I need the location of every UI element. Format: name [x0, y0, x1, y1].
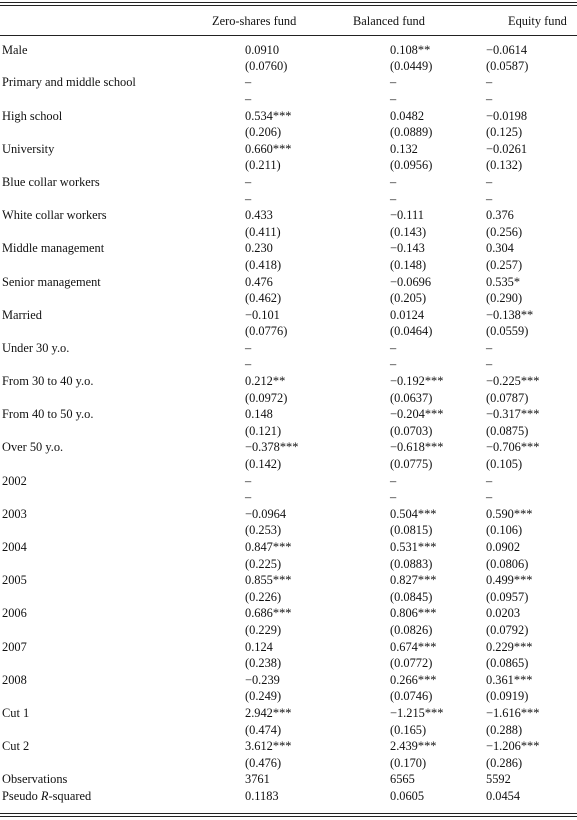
- table-row-se: [0, 290, 577, 307]
- table-row: [0, 539, 577, 556]
- coefficient-cell: −0.204***: [390, 407, 444, 422]
- std-error-cell: (0.0957): [486, 589, 529, 604]
- row-label-empty: [0, 423, 208, 440]
- std-error-cell: –: [245, 191, 252, 206]
- coefficient-cell: −0.0198: [486, 108, 528, 123]
- coefficient-cell: 0.433: [245, 208, 273, 223]
- table-row-se: [0, 58, 577, 75]
- row-label: Cut 1: [2, 705, 30, 720]
- std-error-cell: (0.206): [245, 125, 282, 140]
- coefficient-cell: 0.230: [245, 241, 273, 256]
- std-error-cell: (0.121): [245, 423, 282, 438]
- row-label: 2005: [2, 573, 27, 588]
- std-error-cell: –: [486, 490, 493, 505]
- std-error-cell: (0.226): [245, 589, 282, 604]
- row-label: Senior management: [2, 274, 101, 289]
- header-row: [0, 8, 577, 35]
- std-error-cell: (0.0865): [486, 656, 529, 671]
- row-label: Cut 2: [2, 739, 30, 754]
- row-label-empty: [0, 324, 208, 341]
- row-label: University: [2, 141, 55, 156]
- std-error-cell: (0.0776): [245, 324, 288, 339]
- std-error-cell: –: [245, 91, 252, 106]
- std-error-cell: –: [390, 490, 397, 505]
- coefficient-cell: –: [390, 473, 397, 488]
- coefficient-cell: −1.206***: [486, 739, 540, 754]
- std-error-cell: (0.418): [245, 257, 282, 272]
- table-row: [0, 572, 577, 589]
- std-error-cell: (0.132): [486, 158, 523, 173]
- row-label-empty: [0, 589, 208, 606]
- std-error-cell: (0.170): [390, 755, 427, 770]
- coefficient-cell: 0.590***: [486, 506, 533, 521]
- coefficient-cell: –: [245, 75, 252, 90]
- coefficient-cell: 2.942***: [245, 705, 292, 720]
- coefficient-cell: −0.378***: [245, 440, 299, 455]
- table-row-se: [0, 124, 577, 141]
- stats-value-cell: 0.1183: [245, 788, 279, 803]
- row-label-empty: [0, 556, 208, 573]
- stats-row: [0, 788, 577, 805]
- std-error-cell: (0.0875): [486, 423, 529, 438]
- coefficient-cell: 0.476: [245, 274, 273, 289]
- std-error-cell: (0.253): [245, 523, 282, 538]
- std-error-cell: (0.256): [486, 224, 523, 239]
- coefficient-cell: −0.618***: [390, 440, 444, 455]
- std-error-cell: (0.148): [390, 257, 427, 272]
- stats-label: Observations: [2, 772, 68, 787]
- row-label-empty: [0, 257, 208, 274]
- row-label: Blue collar workers: [2, 174, 100, 189]
- std-error-cell: –: [390, 357, 397, 372]
- row-label-empty: [0, 124, 208, 141]
- std-error-cell: –: [390, 191, 397, 206]
- std-error-cell: (0.0703): [390, 423, 433, 438]
- row-label-empty: [0, 191, 208, 208]
- std-error-cell: (0.474): [245, 722, 282, 737]
- table-row: [0, 606, 577, 623]
- table-row: [0, 373, 577, 390]
- std-error-cell: (0.0746): [390, 689, 433, 704]
- row-label: 2008: [2, 672, 27, 687]
- coefficient-cell: –: [245, 473, 252, 488]
- coefficient-cell: −0.138**: [486, 307, 534, 322]
- row-label: Primary and middle school: [2, 75, 136, 90]
- table-row: [0, 174, 577, 191]
- row-label-empty: [0, 456, 208, 473]
- table-row: [0, 705, 577, 722]
- row-label-empty: [0, 689, 208, 706]
- table-row: [0, 274, 577, 291]
- row-label: High school: [2, 108, 63, 123]
- coefficient-cell: 0.674***: [390, 639, 437, 654]
- row-label-empty: [0, 523, 208, 540]
- std-error-cell: –: [245, 357, 252, 372]
- coefficient-cell: −0.101: [245, 307, 280, 322]
- coefficient-cell: 0.806***: [390, 606, 437, 621]
- row-label: 2006: [2, 606, 27, 621]
- row-label: 2004: [2, 540, 27, 555]
- stats-label-italic: R: [40, 788, 49, 803]
- std-error-cell: (0.0806): [486, 556, 529, 571]
- std-error-cell: (0.411): [245, 224, 281, 239]
- row-label-empty: [0, 622, 208, 639]
- coefficient-cell: 0.504***: [390, 506, 437, 521]
- row-label: Over 50 y.o.: [2, 440, 64, 455]
- row-label: Married: [2, 307, 42, 322]
- coefficient-cell: 3.612***: [245, 739, 292, 754]
- coefficient-cell: 0.266***: [390, 672, 437, 687]
- std-error-cell: (0.229): [245, 622, 282, 637]
- table-row-se: [0, 91, 577, 108]
- std-error-cell: (0.106): [486, 523, 523, 538]
- coefficient-cell: −0.143: [390, 241, 425, 256]
- std-error-cell: (0.249): [245, 689, 282, 704]
- coefficient-cell: –: [390, 75, 397, 90]
- table-row: [0, 108, 577, 125]
- coefficient-cell: −0.225***: [486, 374, 540, 389]
- std-error-cell: (0.225): [245, 556, 282, 571]
- row-label-empty: [0, 755, 208, 772]
- coefficient-cell: −1.616***: [486, 705, 540, 720]
- bottom-rule: [0, 813, 577, 814]
- stats-value-cell: 6565: [390, 772, 415, 787]
- coefficient-cell: 0.847***: [245, 540, 292, 555]
- row-label-empty: [0, 290, 208, 307]
- table-row: [0, 307, 577, 324]
- std-error-cell: (0.105): [486, 457, 523, 472]
- stats-row: [0, 772, 577, 789]
- stats-label: [0, 788, 208, 805]
- regression-table: [0, 8, 577, 805]
- table-row: [0, 440, 577, 457]
- coefficient-cell: 0.212**: [245, 374, 286, 389]
- table-row: [0, 75, 577, 92]
- row-label-empty: [0, 655, 208, 672]
- row-label-empty: [0, 357, 208, 374]
- row-label: 2007: [2, 639, 27, 654]
- table-row: [0, 406, 577, 423]
- coefficient-cell: –: [390, 174, 397, 189]
- std-error-cell: –: [486, 357, 493, 372]
- coefficient-cell: −0.0696: [390, 274, 432, 289]
- coefficient-cell: –: [245, 174, 252, 189]
- coefficient-cell: 0.0482: [390, 108, 425, 123]
- std-error-cell: (0.257): [486, 257, 523, 272]
- coefficient-cell: 0.361***: [486, 672, 533, 687]
- table-row: [0, 207, 577, 224]
- coefficient-cell: −0.0614: [486, 43, 528, 57]
- table-body: [0, 35, 577, 805]
- table-row-se: [0, 523, 577, 540]
- stats-value-cell: 3761: [245, 772, 270, 787]
- row-label: From 40 to 50 y.o.: [2, 407, 94, 422]
- std-error-cell: (0.290): [486, 291, 523, 306]
- table-row: [0, 506, 577, 523]
- row-label: Under 30 y.o.: [2, 340, 70, 355]
- table-row-se: [0, 456, 577, 473]
- table-row-se: [0, 257, 577, 274]
- coefficient-cell: −0.192***: [390, 374, 444, 389]
- std-error-cell: (0.0815): [390, 523, 433, 538]
- std-error-cell: (0.0956): [390, 158, 433, 173]
- std-error-cell: (0.0826): [390, 622, 433, 637]
- coefficient-cell: 0.855***: [245, 573, 292, 588]
- coefficient-cell: −0.111: [390, 208, 424, 223]
- row-label-empty: [0, 390, 208, 407]
- row-label-empty: [0, 158, 208, 175]
- table-row: [0, 473, 577, 490]
- std-error-cell: (0.0787): [486, 390, 529, 405]
- coefficient-cell: 0.827***: [390, 573, 437, 588]
- top-rule: [0, 2, 577, 3]
- table-row-se: [0, 689, 577, 706]
- table-row-se: [0, 357, 577, 374]
- table-row: [0, 639, 577, 656]
- std-error-cell: (0.238): [245, 656, 282, 671]
- coefficient-cell: −0.239: [245, 672, 280, 687]
- coefficient-cell: –: [486, 340, 493, 355]
- table-row-se: [0, 755, 577, 772]
- std-error-cell: (0.0760): [245, 58, 288, 73]
- coefficient-cell: 0.124: [245, 639, 273, 654]
- coefficient-cell: −0.317***: [486, 407, 540, 422]
- std-error-cell: (0.0559): [486, 324, 529, 339]
- table-row-se: [0, 489, 577, 506]
- std-error-cell: (0.476): [245, 755, 282, 770]
- coefficient-cell: –: [390, 340, 397, 355]
- coefficient-cell: 0.148: [245, 407, 273, 422]
- table-row-se: [0, 655, 577, 672]
- row-label: 2003: [2, 506, 27, 521]
- coefficient-cell: −0.0964: [245, 506, 287, 521]
- coefficient-cell: 0.0910: [245, 43, 280, 57]
- table-row: [0, 35, 577, 58]
- std-error-cell: –: [245, 490, 252, 505]
- row-label: 2002: [2, 473, 27, 488]
- table-row-se: [0, 224, 577, 241]
- table-row-se: [0, 589, 577, 606]
- std-error-cell: (0.0775): [390, 457, 433, 472]
- coefficient-cell: 0.108**: [390, 43, 431, 57]
- coefficient-cell: –: [486, 75, 493, 90]
- coefficient-cell: 0.229***: [486, 639, 533, 654]
- stats-value-cell: 0.0605: [390, 788, 425, 803]
- table-row-se: [0, 191, 577, 208]
- coefficient-cell: 0.304: [486, 241, 514, 256]
- row-label: White collar workers: [2, 208, 107, 223]
- table-row-se: [0, 556, 577, 573]
- top-rule-inner: [0, 5, 577, 6]
- std-error-cell: (0.143): [390, 224, 427, 239]
- stats-value-cell: 0.0454: [486, 788, 521, 803]
- std-error-cell: (0.142): [245, 457, 282, 472]
- coefficient-cell: –: [245, 340, 252, 355]
- std-error-cell: (0.0772): [390, 656, 433, 671]
- table-row-se: [0, 324, 577, 341]
- std-error-cell: (0.286): [486, 755, 523, 770]
- std-error-cell: (0.0845): [390, 589, 433, 604]
- bottom-rule-outer: [0, 816, 577, 817]
- table-row: [0, 340, 577, 357]
- coefficient-cell: 0.0902: [486, 540, 521, 555]
- coefficient-cell: 2.439***: [390, 739, 437, 754]
- std-error-cell: (0.288): [486, 722, 523, 737]
- std-error-cell: –: [486, 191, 493, 206]
- std-error-cell: –: [390, 91, 397, 106]
- table-row-se: [0, 390, 577, 407]
- row-label: Male: [2, 43, 28, 57]
- std-error-cell: (0.462): [245, 291, 282, 306]
- coefficient-cell: –: [486, 174, 493, 189]
- std-error-cell: (0.0587): [486, 58, 529, 73]
- std-error-cell: (0.0449): [390, 58, 433, 73]
- coefficient-cell: 0.686***: [245, 606, 292, 621]
- coefficient-cell: 0.499***: [486, 573, 533, 588]
- std-error-cell: (0.0792): [486, 622, 529, 637]
- coefficient-cell: 0.535*: [486, 274, 521, 289]
- std-error-cell: (0.165): [390, 722, 427, 737]
- header-equity-fund: Equity fund: [508, 14, 567, 28]
- header-zero-shares-fund: Zero-shares fund: [212, 14, 297, 28]
- row-label-empty: [0, 91, 208, 108]
- row-label-empty: [0, 224, 208, 241]
- std-error-cell: (0.0883): [390, 556, 433, 571]
- row-label: Middle management: [2, 241, 105, 256]
- coefficient-cell: 0.0203: [486, 606, 521, 621]
- coefficient-cell: −0.706***: [486, 440, 540, 455]
- row-label-empty: [0, 489, 208, 506]
- header-balanced-fund: Balanced fund: [353, 14, 425, 28]
- coefficient-cell: −0.0261: [486, 141, 528, 156]
- table-row-se: [0, 722, 577, 739]
- coefficient-cell: 0.0124: [390, 307, 425, 322]
- coefficient-cell: 0.132: [390, 141, 418, 156]
- stats-value-cell: 5592: [486, 772, 511, 787]
- std-error-cell: (0.0972): [245, 390, 288, 405]
- table-row: [0, 738, 577, 755]
- table-row: [0, 141, 577, 158]
- coefficient-cell: –: [486, 473, 493, 488]
- coefficient-cell: −1.215***: [390, 705, 444, 720]
- row-label-empty: [0, 58, 208, 75]
- coefficient-cell: 0.531***: [390, 540, 437, 555]
- std-error-cell: (0.211): [245, 158, 281, 173]
- std-error-cell: (0.0464): [390, 324, 433, 339]
- table-row: [0, 672, 577, 689]
- std-error-cell: (0.0637): [390, 390, 433, 405]
- row-label: From 30 to 40 y.o.: [2, 374, 94, 389]
- std-error-cell: (0.0919): [486, 689, 529, 704]
- table-row: [0, 241, 577, 258]
- header-label: [0, 8, 208, 35]
- stats-label-text-end: -squared: [48, 788, 92, 803]
- stats-label-text: Pseudo: [2, 788, 41, 803]
- coefficient-cell: 0.376: [486, 208, 514, 223]
- row-label-empty: [0, 722, 208, 739]
- coefficient-cell: 0.534***: [245, 108, 292, 123]
- coefficient-cell: 0.660***: [245, 141, 292, 156]
- table-row-se: [0, 423, 577, 440]
- std-error-cell: (0.205): [390, 291, 427, 306]
- std-error-cell: (0.0889): [390, 125, 433, 140]
- std-error-cell: (0.125): [486, 125, 523, 140]
- std-error-cell: –: [486, 91, 493, 106]
- table-row-se: [0, 158, 577, 175]
- table-row-se: [0, 622, 577, 639]
